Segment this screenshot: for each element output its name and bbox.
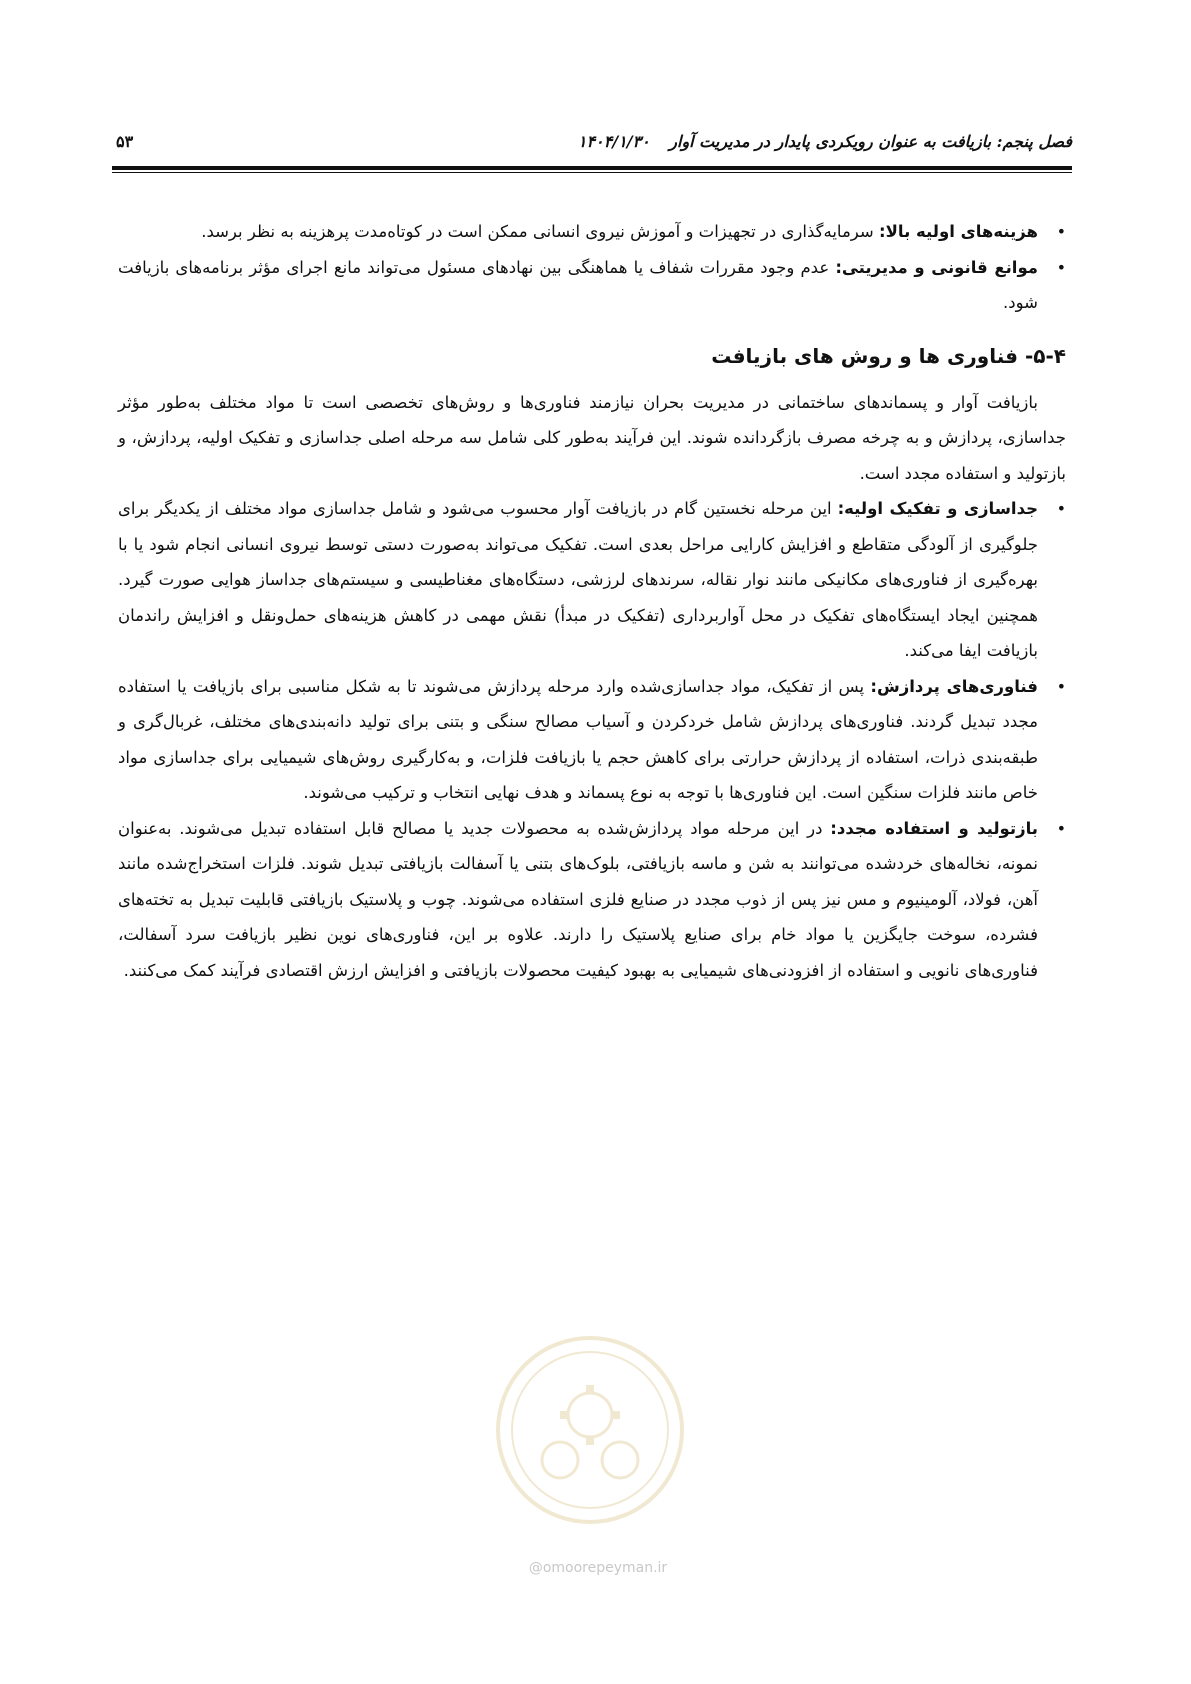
page-number: ۵۳ (116, 132, 134, 151)
bullet-text: این مرحله نخستین گام در بازیافت آوار محسوب می‌شود و شامل جداسازی مواد مختلف از یکدیگر برای جلوگیری از آلودگی متقاطع و افزایش کارایی مراحل بعدی است. تفکیک می‌تواند به‌صورت دستی توسط نیروی انسانی انجام شود یا با بهره‌گیری از فناوری‌های مکانیکی مانند نوار نقاله، سرندهای لرزشی، دستگاه‌های مغناطیسی و سیستم‌های جداساز هوایی صورت گیرد. همچنین ایجاد ایستگاه‌های تفکیک در محل آواربرداری (تفکیک در مبدأ) نقش مهمی در کاهش هزینه‌های حمل‌ونقل و افزایش راندمان بازیافت ایفا می‌کند. (118, 499, 1038, 660)
bullet-icon: • (1056, 676, 1066, 696)
bullet-text: در این مرحله مواد پردازش‌شده به محصولات جدید یا مصالح قابل استفاده تبدیل می‌شوند. به‌عنوان نمونه، نخاله‌های خردشده می‌توانند به شن و ماسه بازیافتی، بلوک‌های بتنی یا آسفالت بازیافتی تبدیل شوند. فلزات استخراج‌شده مانند آهن، فولاد، آلومینیوم و مس نیز پس از ذوب مجدد در صنایع فلزی استفاده می‌شوند. چوب و پلاستیک بازیافتی قابلیت تبدیل به تخته‌های فشرده، سوخت جایگزین یا مواد خام برای صنایع پلاستیک را دارند. علاوه بر این، فناوری‌های نوین نظیر بازیافت سرد آسفالت، فناوری‌های نانویی و استفاده از افزودنی‌های شیمیایی به بهبود کیفیت محصولات بازیافتی و افزایش ارزش اقتصادی فرآیند کمک می‌کنند. (118, 818, 1038, 980)
list-item (118, 811, 1066, 989)
bullet-term: جداسازی و تفکیک اولیه: (837, 499, 1038, 518)
bullet-term: موانع قانونی و مدیریتی: (835, 257, 1038, 277)
header-date: ۱۴۰۴/۱/۳۰ (577, 132, 650, 151)
bullet-term: فناوری‌های پردازش: (870, 676, 1038, 696)
running-header (578, 132, 1072, 151)
stage-bullet-list (118, 491, 1066, 988)
bullet-text: سرمایه‌گذاری در تجهیزات و آموزش نیروی انسانی ممکن است در کوتاه‌مدت پرهزینه به نظر برسد. (201, 222, 879, 241)
bullet-text: پس از تفکیک، مواد جداسازی‌شده وارد مرحله پردازش می‌شوند تا به شکل مناسبی برای بازیافت یا استفاده مجدد تبدیل گردند. فناوری‌های پردازش شامل خردکردن و آسیاب مصالح سنگی و بتنی برای تولید دانه‌بندی‌های مختلف، غربال‌گری و طبقه‌بندی ذرات، استفاده از پردازش حرارتی برای کاهش حجم یا بازیافت فلزات، و به‌کارگیری روش‌های شیمیایی برای جداسازی مواد خاص مانند فلزات سنگین است. این فناوری‌ها با توجه به نوع پسماند و هدف نهایی انتخاب و ترکیب می‌شوند. (118, 676, 1038, 802)
top-bullet-list (118, 214, 1066, 321)
list-item (118, 491, 1066, 669)
bullet-icon: • (1056, 499, 1066, 518)
at-icon: @ (528, 1560, 543, 1576)
section-intro-paragraph: بازیافت آوار و پسماندهای ساختمانی در مدیریت بحران نیازمند فناوری‌ها و روش‌های تخصصی است تا مواد مختلف به‌طور مؤثر جداسازی، پردازش و به چرخه مصرف بازگردانده شوند. این فرآیند به‌طور کلی شامل سه مرحله اصلی جداسازی و تفکیک اولیه، پردازش، و بازتولید و استفاده مجدد است. (118, 392, 1066, 483)
bullet-term: بازتولید و استفاده مجدد: (830, 818, 1038, 838)
bullet-term: هزینه‌های اولیه بالا: (878, 222, 1038, 241)
bullet-icon: • (1056, 818, 1066, 838)
header-rule-thin (112, 172, 1072, 173)
section-heading: ۵-۴- فناوری ها و روش های بازیافت (711, 343, 1066, 368)
page-body (118, 214, 1066, 988)
seal-logo-icon (490, 1330, 690, 1530)
bullet-icon: • (1056, 257, 1066, 277)
list-item (118, 250, 1066, 321)
list-item (118, 214, 1066, 250)
header-rule (112, 166, 1072, 170)
bullet-icon: • (1056, 222, 1066, 241)
chapter-title: فصل پنجم: بازیافت به عنوان رویکردی پایدار در مدیریت آوار (669, 132, 1072, 151)
list-item (118, 669, 1066, 811)
bullet-text: عدم وجود مقررات شفاف یا هماهنگی بین نهادهای مسئول می‌تواند مانع اجرای مؤثر برنامه‌های بازیافت شود. (118, 257, 1038, 312)
watermark-url: @omoorepeyman.ir (528, 1560, 668, 1576)
